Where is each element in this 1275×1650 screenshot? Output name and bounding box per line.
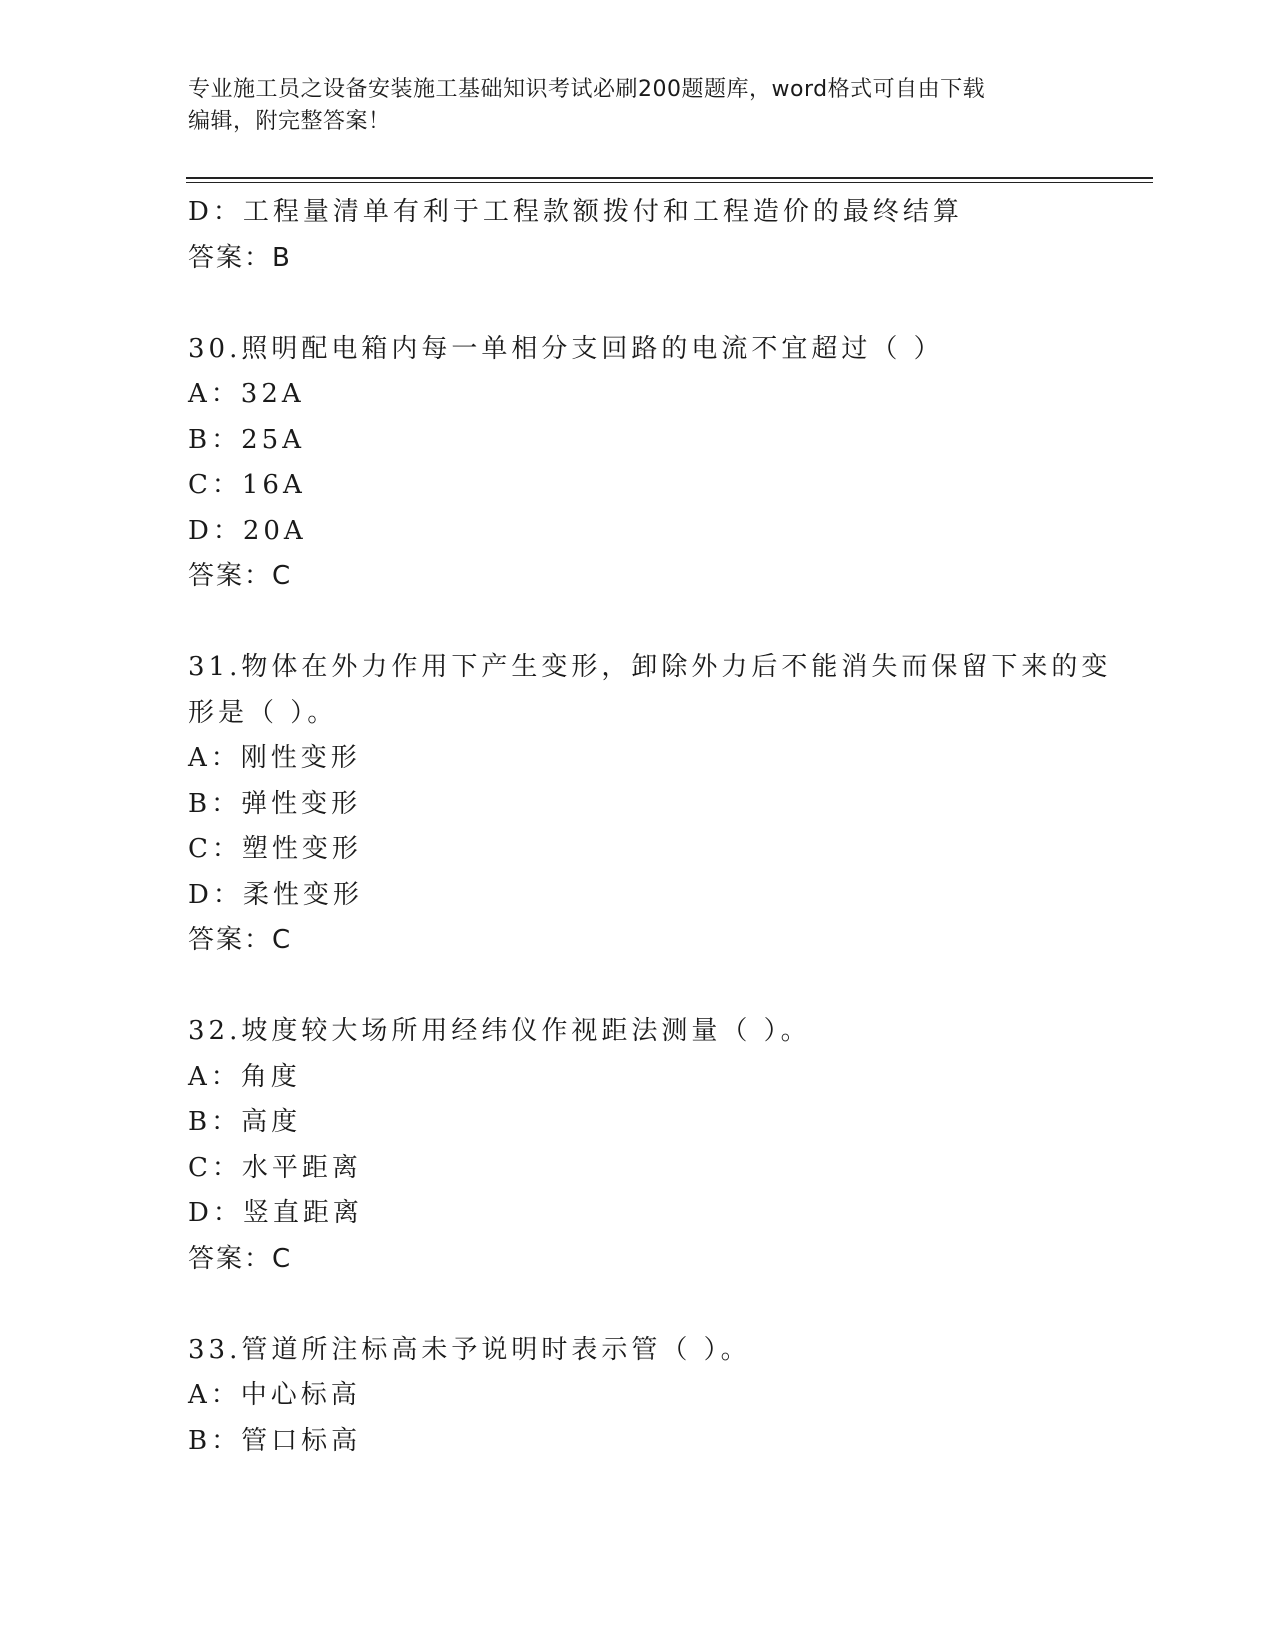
header-line-1: 专业施工员之设备安装施工基础知识考试必刷200题题库，word格式可自由下载 xyxy=(188,77,986,102)
question-stem: 32.坡度较大场所用经纬仪作视距法测量（ ）。 xyxy=(188,1016,811,1046)
question-30 xyxy=(188,327,1088,600)
option-b: B：25A xyxy=(188,424,305,455)
option-a: A：中心标高 xyxy=(188,1380,361,1410)
question-stem: 33.管道所注标高未予说明时表示管（ ）。 xyxy=(188,1334,751,1365)
option-a: A：刚性变形 xyxy=(188,743,361,773)
option-a: A：角度 xyxy=(188,1061,301,1092)
question-33 xyxy=(188,1328,1088,1465)
option-b: B：管口标高 xyxy=(188,1425,362,1456)
option-d: D：柔性变形 xyxy=(188,879,363,910)
question-stem: 31.物体在外力作用下产生变形，卸除外力后不能消失而保留下来的变 xyxy=(188,652,1112,682)
header-line-2: 编辑，附完整答案！ xyxy=(188,109,391,134)
question-31 xyxy=(188,645,1112,964)
answer: 答案：C xyxy=(188,1243,293,1274)
question-32 xyxy=(188,1009,1088,1282)
question-stem: 30.照明配电箱内每一单相分支回路的电流不宜超过（ ） xyxy=(188,333,944,364)
header-rule-thin xyxy=(186,182,1153,183)
option-d: D：20A xyxy=(188,515,307,546)
question-stem-continued: 形是（ ）。 xyxy=(188,697,338,728)
option-a: A：32A xyxy=(188,379,305,409)
answer: 答案：B xyxy=(188,242,292,273)
header-rule-thick xyxy=(186,177,1153,179)
document-header xyxy=(188,74,1088,138)
option-b: B：弹性变形 xyxy=(188,788,362,819)
option-c: C：水平距离 xyxy=(188,1152,362,1183)
question-list xyxy=(188,190,1112,1464)
answer: 答案：C xyxy=(188,561,293,591)
answer: 答案：C xyxy=(188,925,293,955)
option-c: C：16A xyxy=(188,470,306,500)
option-d: D：工程量清单有利于工程款额拨付和工程造价的最终结算 xyxy=(188,197,963,227)
option-c: C：塑性变形 xyxy=(188,834,362,864)
option-b: B：高度 xyxy=(188,1107,302,1137)
option-d: D：竖直距离 xyxy=(188,1198,363,1228)
